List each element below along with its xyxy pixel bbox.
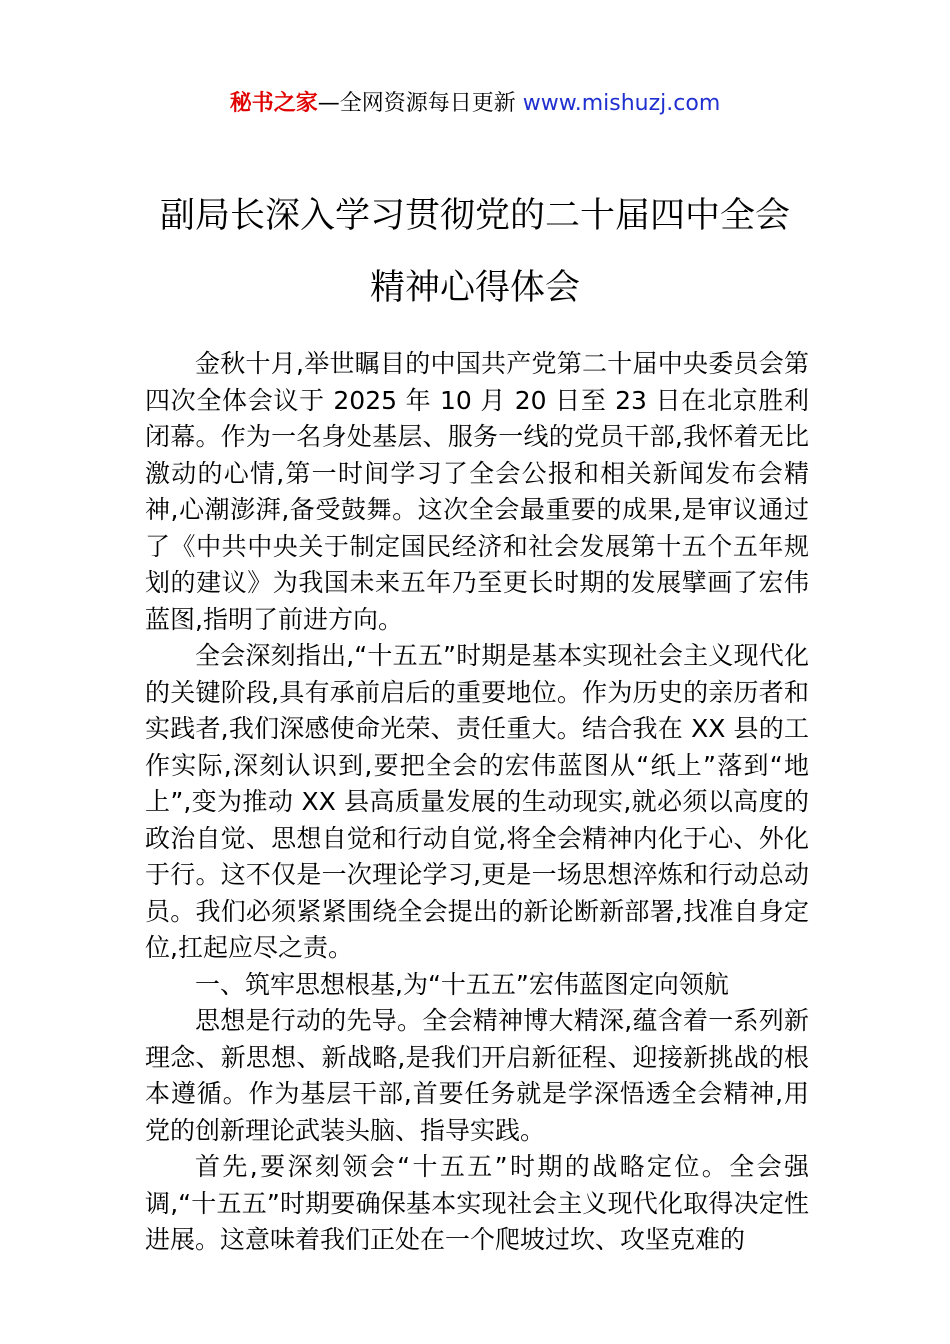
site-slogan: —全网资源每日更新 bbox=[317, 91, 523, 116]
paragraph-first-point: 首先,要深刻领会“十五五”时期的战略定位。全会强调,“十五五”时期要确保基本实现社会主义现代化取得决定性进展。这意味着我们正处在一个爬坡过坎、攻坚克难的 bbox=[145, 1152, 809, 1254]
paragraph-significance: 全会深刻指出,“十五五”时期是基本实现社会主义现代化的关键阶段,具有承前启后的重要地位。作为历史的亲历者和实践者,我们深感使命光荣、责任重大。结合我在 XX 县的工作实际,深刻认识到,要把全会的宏伟蓝图从“纸上”落到“地上”,变为推动 XX 县高质量发展的生动现实,就必须以高度的政治自觉、思想自觉和行动自觉,将全会精神内化于心、外化于行。这不仅是一次理论学习,更是一场思想淬炼和行动总动员。我们必须紧紧围绕全会提出的新论断新部署,找准自身定位,扛起应尽之责。 bbox=[145, 641, 809, 962]
paragraph-thought: 思想是行动的先导。全会精神博大精深,蕴含着一系列新理念、新思想、新战略,是我们开启新征程、迎接新挑战的根本遵循。作为基层干部,首要任务就是学深悟透全会精神,用党的创新理论武装头脑、指导实践。 bbox=[145, 1006, 809, 1145]
site-url-link[interactable]: www.mishuzj.com bbox=[522, 91, 721, 116]
paragraph-intro: 金秋十月,举世瞩目的中国共产党第二十届中央委员会第四次全体会议于 2025 年 10 月 20 日至 23 日在北京胜利闭幕。作为一名身处基层、服务一线的党员干部,我怀着无比激动的心情,第一时间学习了全会公报和相关新闻发布会精神,心潮澎湃,备受鼓舞。这次全会最重要的成果,是审议通过了《中共中央关于制定国民经济和社会发展第十五个五年规划的建议》为我国未来五年乃至更长时期的发展擘画了宏伟蓝图,指明了前进方向。 bbox=[145, 349, 809, 634]
site-header bbox=[0, 86, 950, 122]
document-title bbox=[0, 180, 950, 324]
site-brand: 秘书之家 bbox=[229, 91, 318, 116]
document-body bbox=[145, 346, 809, 1259]
section-heading-1: 一、筑牢思想根基,为“十五五”宏伟蓝图定向领航 bbox=[195, 969, 729, 999]
title-line-1: 副局长深入学习贯彻党的二十届四中全会 bbox=[159, 196, 790, 236]
title-line-2: 精神心得体会 bbox=[369, 268, 580, 308]
